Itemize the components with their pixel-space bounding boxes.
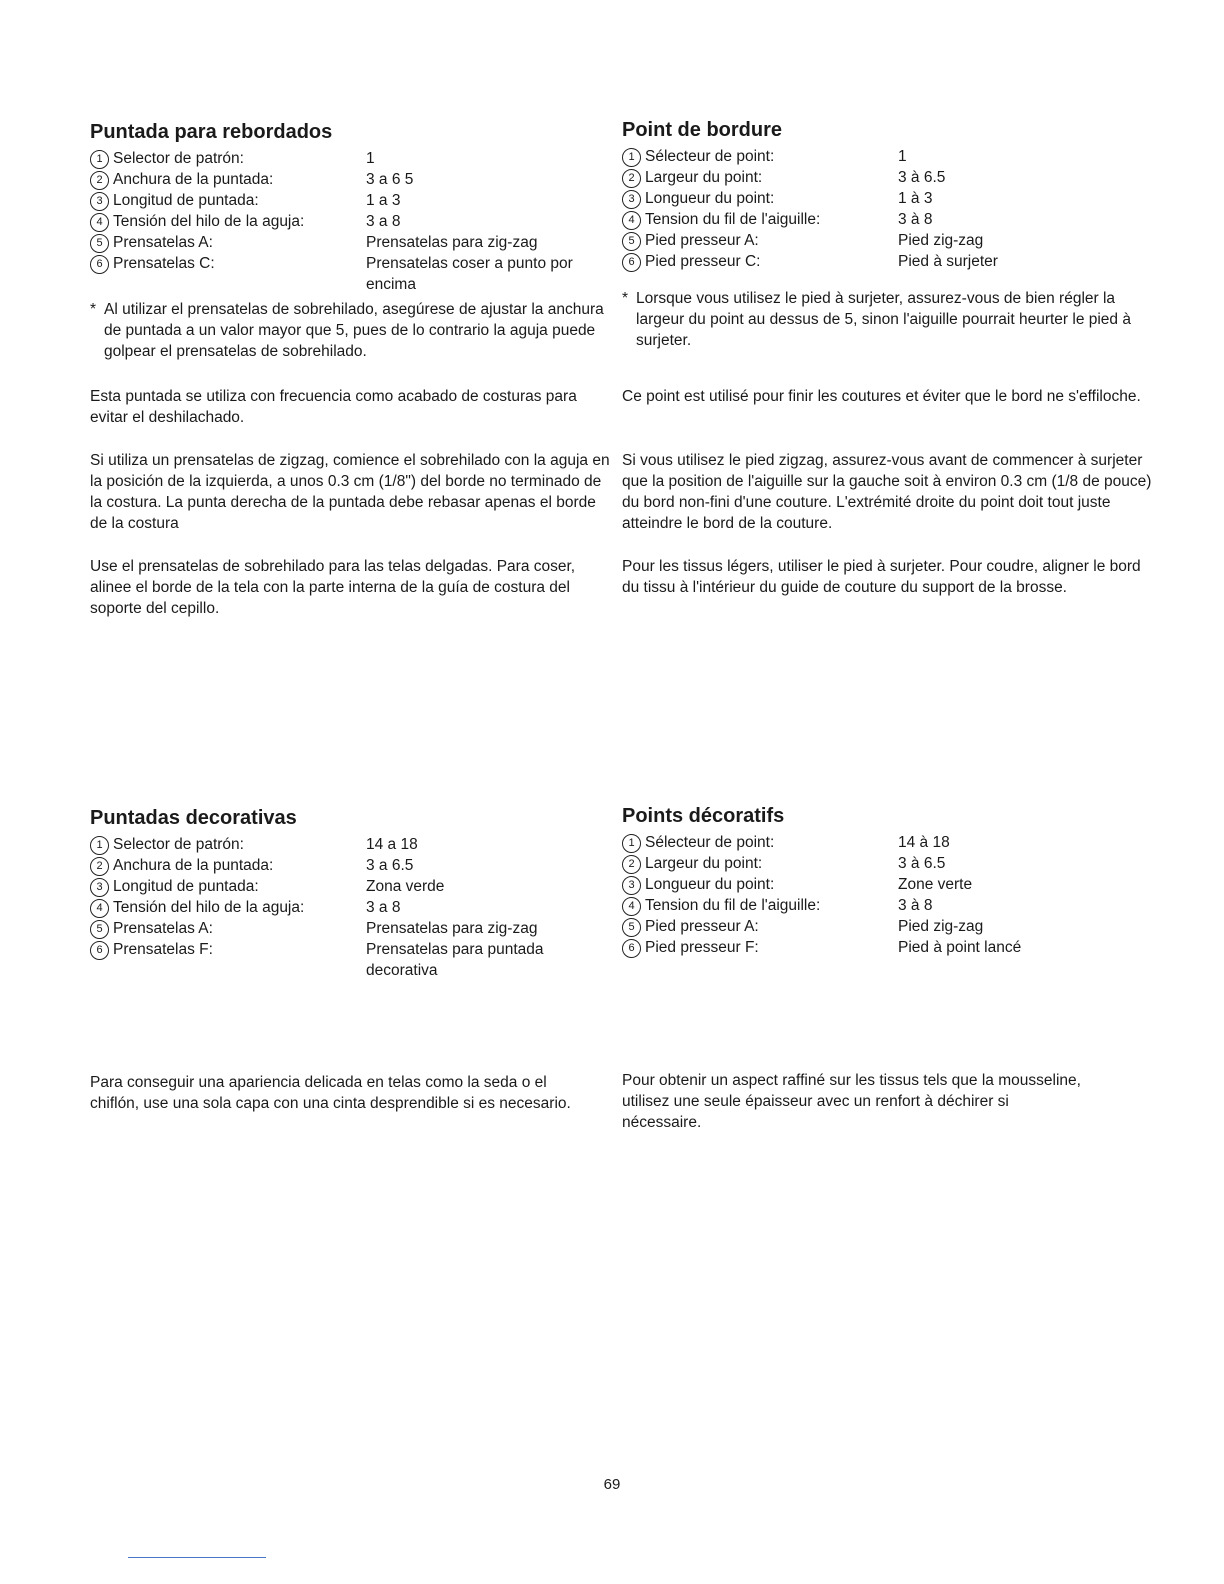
settings-row <box>90 253 610 295</box>
paragraph: Pour obtenir un aspect raffiné sur les tissus tels que la mousseline, utilisez une seule épaisseur avec un renfort à déchirer si nécessaire. <box>622 1072 1081 1131</box>
step-number: 4 <box>90 899 109 918</box>
settings-label: Anchura de la puntada: <box>113 857 274 874</box>
settings-label: Prensatelas F: <box>113 941 213 958</box>
settings-value: Pied zig-zag <box>898 232 984 249</box>
step-number: 6 <box>622 253 641 272</box>
settings-value: Pied zig-zag <box>898 918 984 935</box>
settings-value: Pied à surjeter <box>898 253 998 270</box>
asterisk-icon: * <box>622 290 629 307</box>
settings-value: 1 <box>366 150 375 167</box>
settings-row <box>90 939 610 981</box>
step-number: 4 <box>622 897 641 916</box>
paragraph: Si utiliza un prensatelas de zigzag, comience el sobrehilado con la aguja en la posición de la izquierda, a unos 0.3 cm (1/8") del borde no terminado de la costura. La punta derecha de la puntada debe rebasar apenas el borde de la costura <box>90 452 610 532</box>
settings-label: Longueur du point: <box>645 876 775 893</box>
settings-row <box>622 895 1152 916</box>
settings-row <box>622 853 1152 874</box>
note-text: Lorsque vous utilisez le pied à surjeter, assurez-vous de bien régler la largeur du point au dessus de 5, sinon l'aiguille pourrait heurter le pied à surjeter. <box>636 290 1131 349</box>
settings-value: 3 a 8 <box>366 213 401 230</box>
settings-value: 14 à 18 <box>898 834 950 851</box>
settings-row <box>90 876 610 897</box>
paragraph: Ce point est utilisé pour finir les coutures et éviter que le bord ne s'effiloche. <box>622 388 1141 405</box>
asterisk-icon: * <box>90 301 97 318</box>
settings-row <box>622 209 1152 230</box>
settings-value: 3 a 6 5 <box>366 171 414 188</box>
settings-label: Tension du fil de l'aiguille: <box>645 211 821 228</box>
step-number: 1 <box>90 836 109 855</box>
settings-row <box>90 190 610 211</box>
settings-row <box>90 834 610 855</box>
settings-label: Largeur du point: <box>645 855 763 872</box>
note-text: Al utilizar el prensatelas de sobrehilado, asegúrese de ajustar la anchura de puntada a un valor mayor que 5, pues de lo contrario la aguja puede golpear el prensatelas de sobrehilado. <box>104 301 604 360</box>
step-number: 3 <box>90 192 109 211</box>
settings-label: Selector de patrón: <box>113 836 244 853</box>
settings-row <box>622 874 1152 895</box>
settings-row <box>622 167 1152 188</box>
step-number: 3 <box>622 876 641 895</box>
settings-value: 3 à 6.5 <box>898 169 946 186</box>
step-number: 3 <box>622 190 641 209</box>
settings-list <box>622 832 1152 958</box>
step-number: 3 <box>90 878 109 897</box>
step-number: 2 <box>622 169 641 188</box>
settings-label: Longueur du point: <box>645 190 775 207</box>
settings-label: Longitud de puntada: <box>113 878 259 895</box>
settings-value: 1 à 3 <box>898 190 933 207</box>
settings-row <box>90 855 610 876</box>
section-title: Point de bordure <box>622 119 782 141</box>
settings-value: 3 à 8 <box>898 897 933 914</box>
settings-row <box>90 897 610 918</box>
settings-row <box>90 232 610 253</box>
settings-value: 14 a 18 <box>366 836 418 853</box>
settings-value: 3 à 6.5 <box>898 855 946 872</box>
page-number: 69 <box>603 1476 621 1493</box>
settings-list <box>622 146 1152 272</box>
settings-value: Prensatelas para zig-zag <box>366 234 538 251</box>
step-number: 5 <box>622 232 641 251</box>
settings-row <box>622 916 1152 937</box>
settings-value: 3 a 6.5 <box>366 857 414 874</box>
step-number: 2 <box>90 857 109 876</box>
step-number: 5 <box>90 234 109 253</box>
settings-row <box>90 918 610 939</box>
step-number: 5 <box>90 920 109 939</box>
settings-label: Pied presseur C: <box>645 253 761 270</box>
section-puntada-rebordados <box>90 121 610 362</box>
section-puntadas-decorativas <box>90 807 610 981</box>
step-number: 2 <box>622 855 641 874</box>
section-title: Puntadas decorativas <box>90 807 297 829</box>
step-number: 1 <box>90 150 109 169</box>
settings-label: Prensatelas A: <box>113 234 213 251</box>
settings-label: Pied presseur A: <box>645 918 759 935</box>
settings-label: Pied presseur A: <box>645 232 759 249</box>
settings-row <box>622 832 1152 853</box>
step-number: 2 <box>90 171 109 190</box>
note <box>622 288 1152 351</box>
step-number: 6 <box>90 255 109 274</box>
settings-label: Tension du fil de l'aiguille: <box>645 897 821 914</box>
settings-value: Zone verte <box>898 876 973 893</box>
settings-row <box>622 188 1152 209</box>
settings-list <box>90 148 610 295</box>
settings-label: Anchura de la puntada: <box>113 171 274 188</box>
settings-value: Zona verde <box>366 878 445 895</box>
settings-row <box>90 211 610 232</box>
section-title: Puntada para rebordados <box>90 121 333 143</box>
footer-rule <box>128 1557 266 1558</box>
step-number: 5 <box>622 918 641 937</box>
settings-label: Tensión del hilo de la aguja: <box>113 213 305 230</box>
section-title: Points décoratifs <box>622 805 785 827</box>
settings-value: Pied à point lancé <box>898 939 1022 956</box>
settings-label: Selector de patrón: <box>113 150 244 167</box>
paragraph: Pour les tissus légers, utiliser le pied à surjeter. Pour coudre, aligner le bord du tissu à l'intérieur du guide de couture du support de la brosse. <box>622 558 1141 596</box>
settings-label: Pied presseur F: <box>645 939 759 956</box>
paragraph: Para conseguir una apariencia delicada en telas como la seda o el chiflón, use una sola capa con una cinta desprendible si es necesario. <box>90 1074 571 1112</box>
paragraph: Si vous utilisez le pied zigzag, assurez-vous avant de commencer à surjeter que la position de l'aiguille sur la gauche soit à environ 0.3 cm (1/8 de pouce) du bord non-fini d'une couture. L'extrémité droite du point doit tout juste atteindre le bord de la couture. <box>622 452 1152 532</box>
settings-value: 3 à 8 <box>898 211 933 228</box>
settings-value: 3 a 8 <box>366 899 401 916</box>
settings-row <box>90 169 610 190</box>
settings-value: Prensatelas para zig-zag <box>366 920 538 937</box>
settings-value: Prensatelas coser a punto por encima <box>366 255 573 293</box>
step-number: 6 <box>90 941 109 960</box>
settings-label: Largeur du point: <box>645 169 763 186</box>
step-number: 1 <box>622 148 641 167</box>
settings-row <box>622 251 1152 272</box>
settings-value: 1 <box>898 148 907 165</box>
settings-label: Prensatelas A: <box>113 920 213 937</box>
step-number: 6 <box>622 939 641 958</box>
step-number: 4 <box>90 213 109 232</box>
settings-label: Longitud de puntada: <box>113 192 259 209</box>
settings-row <box>622 937 1152 958</box>
paragraph: Esta puntada se utiliza con frecuencia como acabado de costuras para evitar el deshilachado. <box>90 388 577 426</box>
settings-list <box>90 834 610 981</box>
settings-label: Tensión del hilo de la aguja: <box>113 899 305 916</box>
settings-label: Sélecteur de point: <box>645 148 775 165</box>
settings-value: Prensatelas para puntada decorativa <box>366 941 544 979</box>
section-points-decoratifs <box>622 805 1152 958</box>
settings-row <box>90 148 610 169</box>
settings-row <box>622 146 1152 167</box>
settings-label: Sélecteur de point: <box>645 834 775 851</box>
note <box>90 299 610 362</box>
paragraph: Use el prensatelas de sobrehilado para las telas delgadas. Para coser, alinee el borde de la tela con la parte interna de la guía de costura del soporte del cepillo. <box>90 558 576 617</box>
settings-label: Prensatelas C: <box>113 255 215 272</box>
step-number: 4 <box>622 211 641 230</box>
settings-value: 1 a 3 <box>366 192 401 209</box>
section-point-de-bordure <box>622 119 1152 351</box>
step-number: 1 <box>622 834 641 853</box>
settings-row <box>622 230 1152 251</box>
